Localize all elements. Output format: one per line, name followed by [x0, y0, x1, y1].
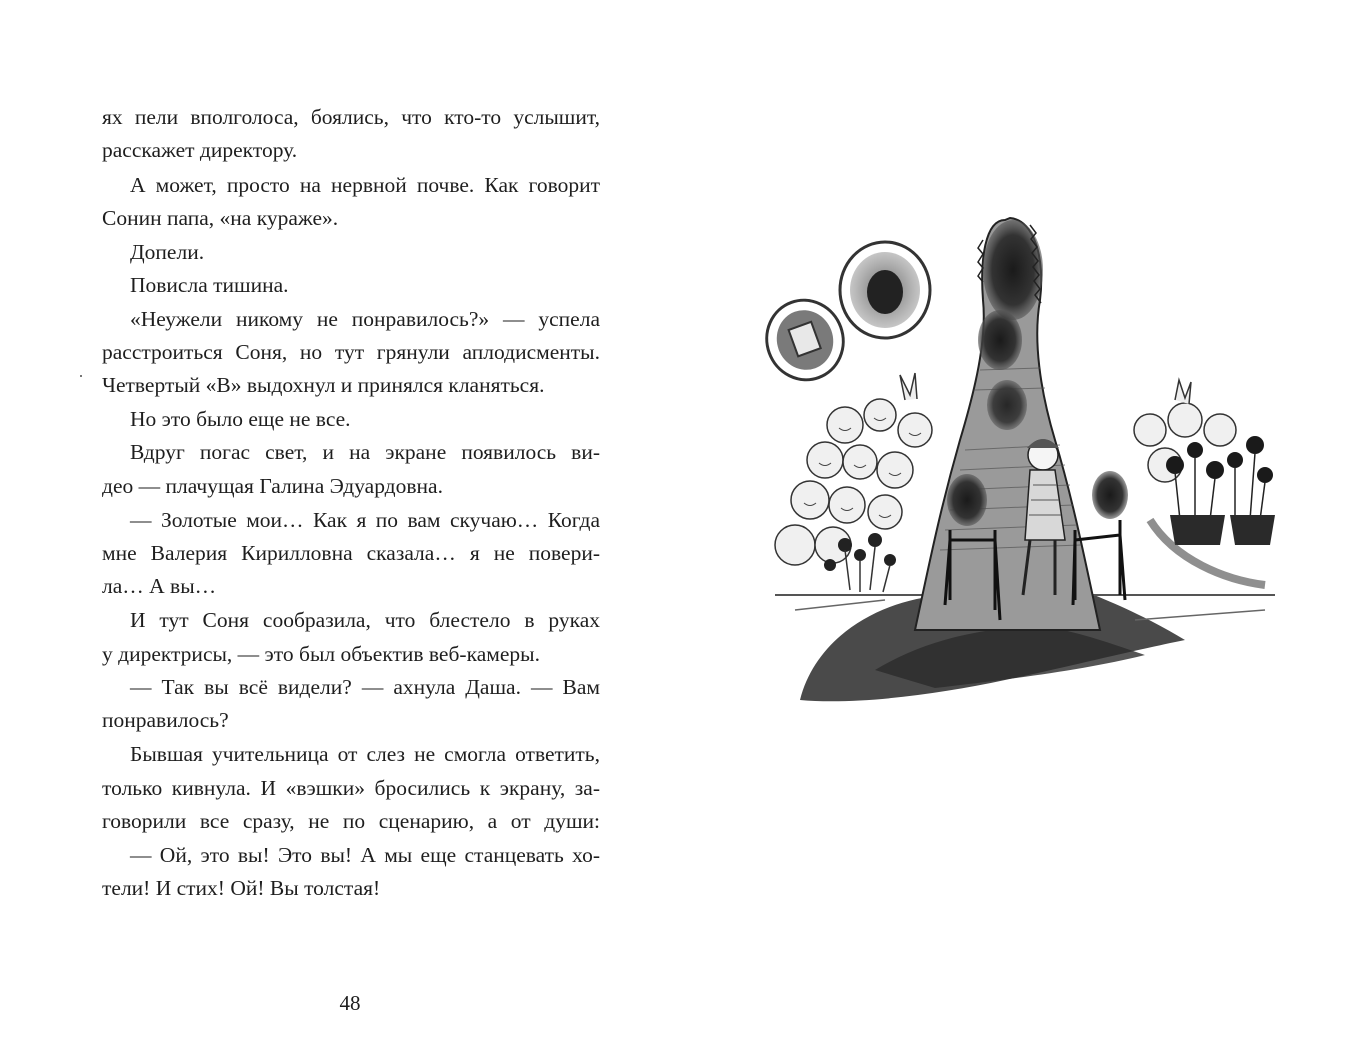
text-line: «Неужели никому не понравилось?» — успела	[130, 307, 600, 331]
text-line: у директрисы, — это был объектив веб-камеры.	[102, 642, 540, 666]
text-line: Вдруг погас свет, и на экране появилось ви-	[130, 440, 600, 464]
text-line: только кивнула. И «вэшки» бросились к экрану, за-	[102, 776, 600, 800]
text-line: Повисла тишина.	[130, 273, 289, 297]
text-line: — Ой, это вы! Это вы! А мы еще станцевать хо-	[130, 843, 600, 867]
margin-dot	[80, 375, 82, 377]
text-line: И тут Соня сообразила, что блестело в руках	[130, 608, 600, 632]
text-line: расскажет директору.	[102, 138, 298, 162]
text-line: део — плачущая Галина Эдуардовна.	[102, 474, 443, 498]
text-line: Допели.	[130, 240, 205, 264]
text-line: тели! И стих! Ой! Вы толстая!	[102, 876, 381, 900]
illustration-stage-drawing	[755, 200, 1295, 720]
page-number: 48	[339, 991, 361, 1015]
text-line: понравилось?	[102, 708, 229, 732]
text-line: расстроиться Соня, но тут грянули аплодисменты.	[102, 340, 600, 364]
text-line: Четвертый «В» выдохнул и принялся кланяться.	[102, 373, 545, 397]
text-line: ях пели вполголоса, боялись, что кто-то услышит,	[102, 105, 600, 129]
text-line: Сонин папа, «на кураже».	[102, 206, 339, 230]
text-line: ла… А вы…	[102, 574, 217, 598]
text-line: — Золотые мои… Как я по вам скучаю… Когда	[130, 508, 600, 532]
text-line: — Так вы всё видели? — ахнула Даша. — Вам	[130, 675, 600, 699]
text-line: Но это было еще не все.	[130, 407, 351, 431]
text-line: А может, просто на нервной почве. Как говорит	[130, 173, 600, 197]
text-line: говорили все сразу, не по сценарию, а от души:	[102, 809, 600, 833]
text-line: Бывшая учительница от слез не смогла ответить,	[130, 742, 600, 766]
text-line: мне Валерия Кирилловна сказала… я не повери-	[102, 541, 600, 565]
